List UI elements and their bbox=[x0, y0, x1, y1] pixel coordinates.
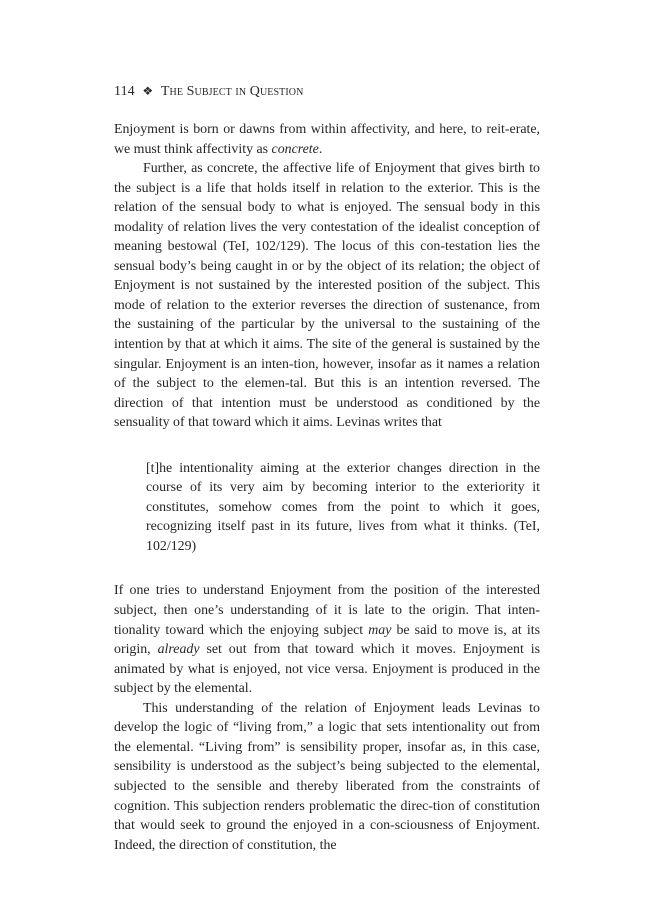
fleuron-icon: ❖ bbox=[142, 84, 154, 98]
paragraph-4: This understanding of the relation of Enjoyment leads Levinas to develop the logic of “living from,” a logic that sets intentionality out from the elemental. “Living from” is sensibility proper, insofar as, in this case, sensibility is understood as the subject’s being subjected to the elemental, subjected to the sensible and thereby liberated from the constraints of cognition. This subjection renders problematic the direc-tion of constitution that would seek to ground the enjoyed in a con-sciousness of Enjoyment. Indeed, the direction of constitution, the bbox=[114, 700, 540, 853]
paragraph-2: Further, as concrete, the affective life of Enjoyment that gives birth to the subject is a life that holds itself in relation to the exterior. This is the relation of the sensual body to what is enjoyed. The sensual body in this modality of relation lives the very contestation of the idealist conception of meaning bestowal (TeI, 102/129). The locus of this con-testation lies the sensual body’s being caught in or by the object of its relation; the object of Enjoyment is not sustained by the interested position of the subject. This mode of relation to the exterior reverses the direction of sustenance, from the sustaining of the particular by the universal to the sustaining of the intention by that at which it aims. The site of the general is sustained by the singular. Enjoyment is an inten-tion, however, insofar as it names a relation of the subject to the elemen-tal. But this is an intention reversed. The direction of that intention must be understood as conditioned by the sensuality of that toward which it aims. Levinas writes that bbox=[114, 161, 540, 431]
block-quote: [t]he intentionality aiming at the exterior changes direction in the course of its very aim by becoming interior to the exteriority it constitutes, somehow comes from the point to which it goes, recognizing itself past in its future, lives from what it thinks. (TeI, 102/129) bbox=[146, 460, 540, 554]
paragraph-3: If one tries to understand Enjoyment from the position of the interested subject, then one’s understanding of it is late to the origin. That inten-tionality toward which the enjoying subject may be said to move is, at its origin, already set out from that toward which it moves. Enjoyment is animated by what is enjoyed, not vice versa. Enjoyment is produced in the subject by the elemental. bbox=[114, 583, 540, 697]
body-text bbox=[114, 120, 540, 855]
paragraph-1: Enjoyment is born or dawns from within affectivity, and here, to reit-erate, we must think affectivity as concrete. bbox=[114, 122, 540, 157]
emphasis-may: may bbox=[368, 622, 392, 638]
running-title: The Subject in Question bbox=[160, 84, 304, 99]
emphasis-already: already bbox=[157, 642, 200, 658]
emphasis-concrete: concrete bbox=[271, 141, 319, 157]
page-number: 114 bbox=[114, 84, 135, 99]
running-header bbox=[114, 84, 303, 100]
